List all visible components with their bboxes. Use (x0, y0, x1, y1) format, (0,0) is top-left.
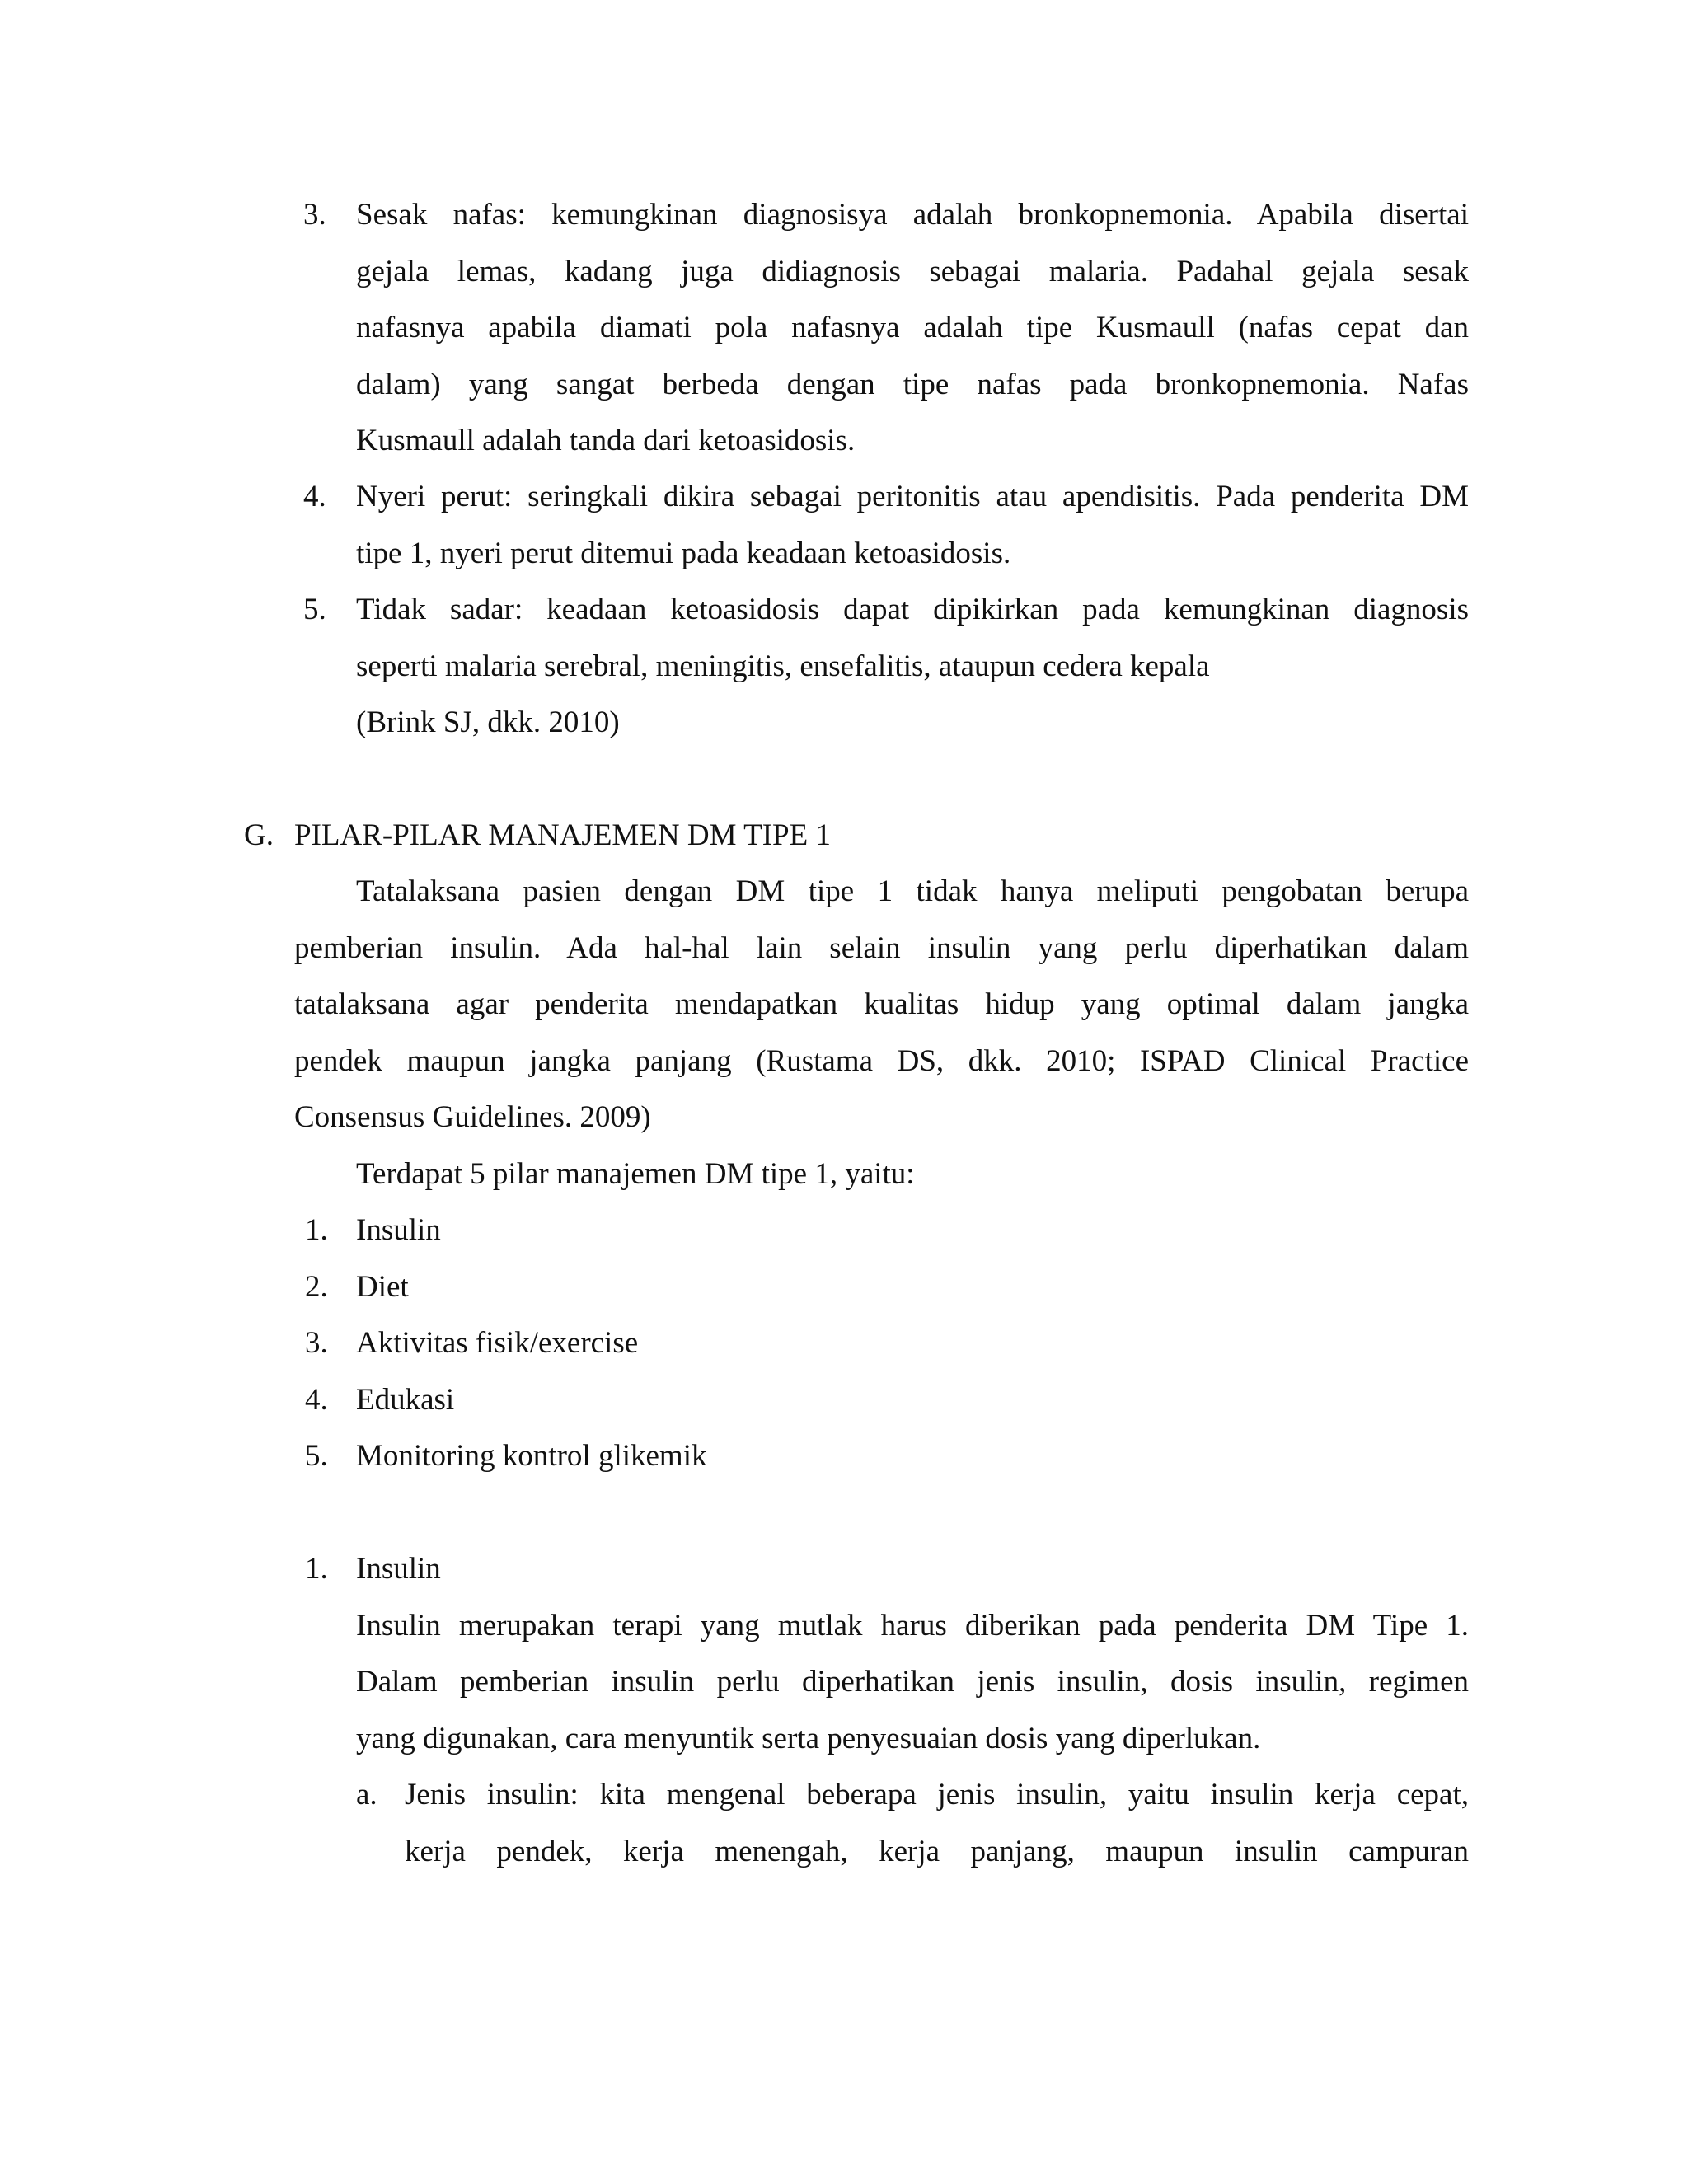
list-item-line: Sesak nafas: kemungkinan diagnosisya adalah bronkopnemonia. Apabila disertai (356, 198, 1469, 232)
list-number: 4. (303, 480, 326, 513)
list-item-line: Tidak sadar: keadaan ketoasidosis dapat dipikirkan pada kemungkinan diagnosis (356, 593, 1469, 626)
sub-list-letter: a. (356, 1778, 377, 1811)
list-item-line: Kusmaull adalah tanda dari ketoasidosis. (356, 424, 856, 457)
list-item-line: gejala lemas, kadang juga didiagnosis sebagai malaria. Padahal gejala sesak (356, 255, 1469, 288)
paragraph-line: Insulin merupakan terapi yang mutlak harus diberikan pada penderita DM Tipe 1. (356, 1609, 1469, 1643)
list-number: 5. (303, 593, 326, 626)
list-number: 2. (305, 1270, 328, 1304)
paragraph-line: Consensus Guidelines. 2009) (294, 1100, 651, 1134)
list-item-line: nafasnya apabila diamati pola nafasnya adalah tipe Kusmaull (nafas cepat dan (356, 311, 1469, 344)
pillar-item: Monitoring kontrol glikemik (356, 1439, 707, 1473)
section-heading: PILAR-PILAR MANAJEMEN DM TIPE 1 (294, 818, 831, 852)
list-number: 3. (303, 198, 326, 232)
list-item-line: seperti malaria serebral, meningitis, ensefalitis, ataupun cedera kepala (356, 649, 1210, 683)
list-number: 3. (305, 1326, 328, 1360)
paragraph-line: Dalam pemberian insulin perlu diperhatikan jenis insulin, dosis insulin, regimen (356, 1665, 1469, 1699)
list-number: 1. (305, 1552, 328, 1586)
list-item-line: Nyeri perut: seringkali dikira sebagai peritonitis atau apendisitis. Pada penderita DM (356, 480, 1469, 513)
paragraph-line: yang digunakan, cara menyuntik serta penyesuaian dosis yang diperlukan. (356, 1722, 1261, 1755)
paragraph-line: Tatalaksana pasien dengan DM tipe 1 tidak hanya meliputi pengobatan berupa (356, 874, 1469, 908)
section-letter: G. (244, 818, 274, 852)
list-number: 1. (305, 1213, 328, 1247)
sub-list-line: kerja pendek, kerja menengah, kerja panjang, maupun insulin campuran (405, 1835, 1469, 1868)
list-number: 4. (305, 1383, 328, 1417)
pillar-item: Insulin (356, 1213, 441, 1247)
pillar-item: Edukasi (356, 1383, 455, 1417)
list-number: 5. (305, 1439, 328, 1473)
pillars-intro: Terdapat 5 pilar manajemen DM tipe 1, yaitu: (356, 1157, 915, 1191)
pillar-item: Diet (356, 1270, 409, 1304)
subsection-title: Insulin (356, 1552, 441, 1586)
sub-list-line: Jenis insulin: kita mengenal beberapa jenis insulin, yaitu insulin kerja cepat, (405, 1778, 1469, 1811)
list-item-line: dalam) yang sangat berbeda dengan tipe nafas pada bronkopnemonia. Nafas (356, 368, 1469, 401)
paragraph-line: tatalaksana agar penderita mendapatkan kualitas hidup yang optimal dalam jangka (294, 987, 1469, 1021)
citation: (Brink SJ, dkk. 2010) (356, 705, 620, 739)
pillar-item: Aktivitas fisik/exercise (356, 1326, 639, 1360)
paragraph-line: pendek maupun jangka panjang (Rustama DS, dkk. 2010; ISPAD Clinical Practice (294, 1044, 1469, 1078)
paragraph-line: pemberian insulin. Ada hal-hal lain selain insulin yang perlu diperhatikan dalam (294, 931, 1469, 965)
list-item-line: tipe 1, nyeri perut ditemui pada keadaan ketoasidosis. (356, 537, 1011, 570)
